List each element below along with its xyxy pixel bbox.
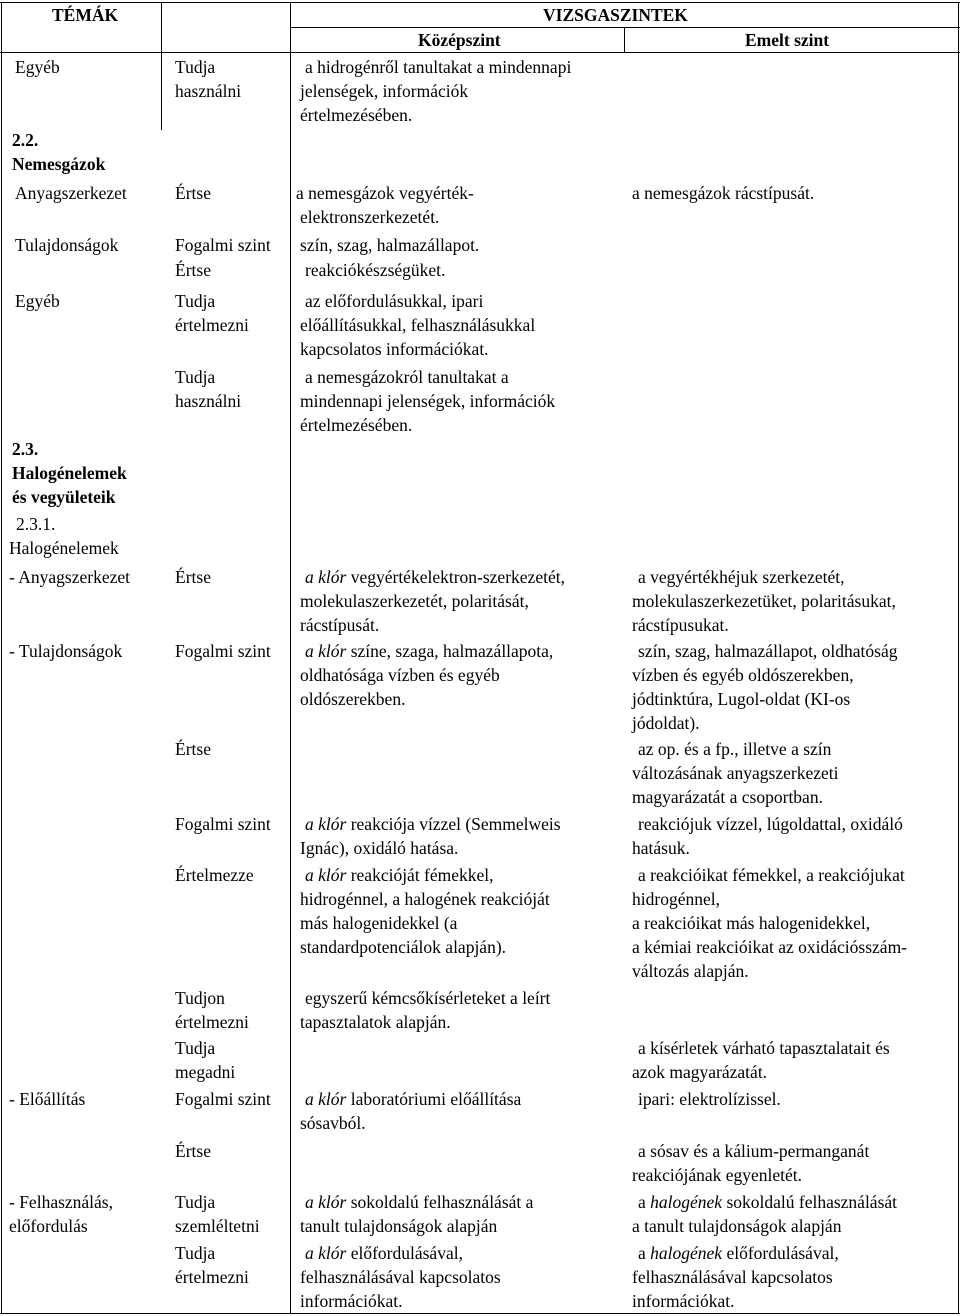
topic-eloallitas: - Előállítás [9,1089,86,1109]
high-text: jódoldat). [632,713,700,733]
verb-szemleltetni: szemléltetni [175,1216,260,1236]
mid-text: Ignác), oxidáló hatása. [300,838,459,858]
verb-ertse: Értse [175,567,211,587]
mid-text: reakciókészségüket. [305,260,446,280]
verb-ertelmezze: Értelmezze [175,865,254,885]
high-text: a kémiai reakcióikat az oxidációsszám- [632,937,908,957]
verb-megadni: megadni [175,1062,236,1082]
verb-ertse: Értse [175,183,211,203]
high-text: vízben és egyéb oldószerekben, [632,665,854,685]
verb-ertelmezni: értelmezni [175,315,249,335]
high-text: ipari: elektrolízissel. [638,1089,781,1109]
topic-anyagszerkezet: - Anyagszerkezet [9,567,130,587]
subsection-title: Halogénelemek [9,538,119,558]
column-divider-1 [161,2,162,130]
topic-tulajdonsagok: Tulajdonságok [15,235,119,255]
section-number: 2.3. [12,439,39,459]
high-text: a reakcióikat fémekkel, a reakciójukat [638,865,905,885]
section-number: 2.2. [12,130,39,150]
mid-text: kapcsolatos információkat. [300,339,489,359]
mid-text-rest: reakciója vízzel (Semmelweis [346,814,561,834]
high-text: a tanult tulajdonságok alapján [632,1216,842,1236]
column-divider-2 [290,2,291,1314]
mid-emphasis: a klór [305,1243,347,1263]
topic-elofordulas: előfordulás [9,1216,88,1236]
mid-text: tapasztalatok alapján. [300,1012,451,1032]
verb-tudja: Tudja [175,1243,216,1263]
verb-hasznalni: használni [175,391,242,411]
mid-emphasis: a klór [305,567,347,587]
topic-anyagszerkezet: Anyagszerkezet [15,183,127,203]
mid-text: oldhatósága vízben és egyéb [300,665,500,685]
mid-text: a nemesgázokról tanultakat a [305,367,509,387]
mid-text-rest: laboratóriumi előállítása [346,1089,522,1109]
verb-ertse: Értse [175,260,211,280]
verb-tudjon: Tudjon [175,988,225,1008]
mid-text: értelmezésében. [300,105,413,125]
verb-ertelmezni: értelmezni [175,1267,249,1287]
mid-emphasis: a klór [305,814,347,834]
mid-emphasis: a klór [305,865,347,885]
mid-text: felhasználásával kapcsolatos [300,1267,501,1287]
mid-text: a hidrogénről tanultakat a mindennapi [305,57,572,77]
table-bottom-border [0,1313,960,1314]
mid-text: egyszerű kémcsőkísérleteket a leírt [305,988,551,1008]
mid-text: értelmezésében. [300,415,413,435]
high-text: azok magyarázatát. [632,1062,768,1082]
subsection-number: 2.3.1. [16,514,56,534]
high-text [638,1241,839,1265]
header-temak: TÉMÁK [52,5,119,25]
mid-text-rest: reakcióját fémekkel, [346,865,494,885]
high-text: magyarázatát a csoportban. [632,787,823,807]
high-text: változásának anyagszerkezeti [632,763,839,783]
mid-text [305,565,565,589]
mid-text: más halogenidekkel (a [300,913,458,933]
verb-fogalmi-szint: Fogalmi szint [175,814,271,834]
high-text: rácstípusukat. [632,615,729,635]
high-emphasis: halogének [650,1243,723,1263]
high-text: a nemesgázok rácstípusát. [632,183,815,203]
mid-text: molekulaszerkezetét, polaritását, [300,591,529,611]
verb-hasznalni: használni [175,81,242,101]
table-top-border [0,2,960,3]
section-title: és vegyületeik [12,487,116,507]
mid-text [305,1190,533,1214]
high-text: a sósav és a kálium-permanganát [638,1141,870,1161]
mid-text: az előfordulásukkal, ipari [305,291,484,311]
verb-tudja: Tudja [175,1038,216,1058]
high-text: az op. és a fp., illetve a szín [638,739,832,759]
high-text: a vegyértékhéjuk szerkezetét, [638,567,845,587]
high-text: molekulaszerkezetüket, polaritásukat, [632,591,896,611]
verb-fogalmi-szint: Fogalmi szint [175,1089,271,1109]
section-title: Halogénelemek [12,463,127,483]
mid-text-rest: sokoldalú felhasználását a [346,1192,534,1212]
mid-text-rest: színe, szaga, halmazállapota, [346,641,554,661]
high-text: információkat. [632,1291,735,1311]
high-text: a reakcióikat más halogenidekkel, [632,913,871,933]
verb-tudja: Tudja [175,367,216,387]
mid-text: szín, szag, halmazállapot. [300,235,480,255]
mid-text-rest: vegyértékelektron-szerkezetét, [346,567,565,587]
header-vizsgaszintek: VIZSGASZINTEK [543,5,688,25]
mid-text [305,812,561,836]
mid-emphasis: a klór [305,641,347,661]
high-text [638,1190,897,1214]
header-emelt-szint: Emelt szint [745,30,830,50]
column-divider-3 [624,27,625,53]
header-bottom-border [0,52,960,53]
mid-text: hidrogénnel, a halogének reakcióját [300,889,550,909]
verb-ertse: Értse [175,1141,211,1161]
high-text: reakciójuk vízzel, lúgoldattal, oxidáló [638,814,903,834]
mid-text: tanult tulajdonságok alapján [300,1216,498,1236]
mid-emphasis: a klór [305,1089,347,1109]
high-text: szín, szag, halmazállapot, oldhatóság [638,641,898,661]
mid-text [305,1087,521,1111]
table-left-border [1,2,2,1314]
high-text: hidrogénnel, [632,889,720,909]
mid-text: sósavból. [300,1113,366,1133]
mid-text: a nemesgázok vegyérték- [296,183,474,203]
mid-text [305,1241,463,1265]
mid-text: jelenségek, információk [300,81,469,101]
topic-egyeb: Egyéb [15,291,60,311]
high-text: jódtinktúra, Lugol-oldat (KI-os [632,689,851,709]
high-text-rest: sokoldalú felhasználását [722,1192,898,1212]
mid-text [305,639,553,663]
high-text: felhasználásával kapcsolatos [632,1267,833,1287]
mid-text: információkat. [300,1291,403,1311]
header-divider [290,27,960,28]
high-text-rest: előfordulásával, [722,1243,839,1263]
mid-text [305,863,494,887]
high-emphasis: halogének [650,1192,723,1212]
header-kozepszint: Középszint [418,30,501,50]
mid-text: rácstípusát. [300,615,380,635]
high-text: hatásuk. [632,838,690,858]
verb-fogalmi-szint: Fogalmi szint [175,641,271,661]
verb-ertelmezni: értelmezni [175,1012,249,1032]
mid-text: mindennapi jelenségek, információk [300,391,556,411]
topic-tulajdonsagok: - Tulajdonságok [9,641,123,661]
table-right-border [958,2,959,1314]
high-text-pre: a [638,1192,651,1212]
topic-felhasznalas: - Felhasználás, [9,1192,113,1212]
mid-text: oldószerekben. [300,689,406,709]
verb-fogalmi-szint: Fogalmi szint [175,235,271,255]
mid-text: előállításukkal, felhasználásukkal [300,315,536,335]
verb-ertse: Értse [175,739,211,759]
high-text-pre: a [638,1243,651,1263]
verb-tudja: Tudja [175,291,216,311]
high-text: a kísérletek várható tapasztalatait és [638,1038,890,1058]
mid-emphasis: a klór [305,1192,347,1212]
mid-text: elektronszerkezetét. [300,207,440,227]
verb-tudja: Tudja [175,1192,216,1212]
high-text: reakciójának egyenletét. [632,1165,803,1185]
high-text: változás alapján. [632,961,749,981]
topic-egyeb: Egyéb [15,57,60,77]
mid-text: standardpotenciálok alapján). [300,937,507,957]
verb-tudja: Tudja [175,57,216,77]
section-title: Nemesgázok [12,154,106,174]
mid-text-rest: előfordulásával, [346,1243,463,1263]
